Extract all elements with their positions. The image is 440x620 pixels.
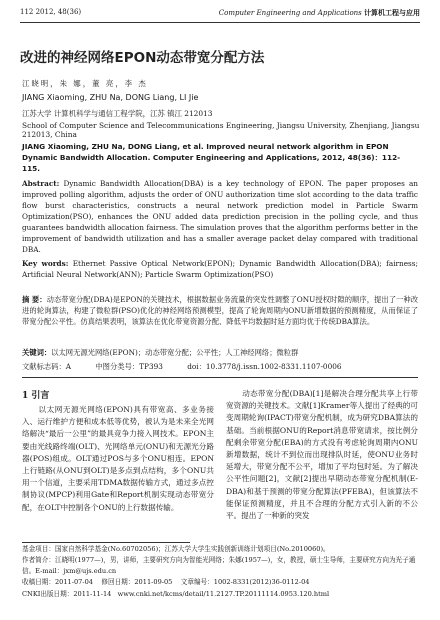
authors-en: JIANG Xiaoming, ZHU Na, DONG Liang, LI Jie xyxy=(22,93,199,102)
keywords-cn: 关键词：以太网无源光网络(EPON)；动态带宽分配；公平性；人工神经网络；微粒群 xyxy=(22,348,299,357)
footnote-bio: 作者简介：江晓明(1977—)，男，讲师，主要研究方向为智能光网络；朱娜(1957—)，女，教授，硕士生导师，主要研究方向为光子通信。E-mail：jxm@ujs.edu.cn xyxy=(22,556,416,575)
citation: JIANG Xiaoming, ZHU Na, DONG Liang, et al. Improved neural network algorithm in EPON Dynamic Bandwidth Allocation. Computer Engineering and Applications, 2012, 48(36)：112-115. xyxy=(22,142,401,173)
footnote-fund: 基金项目：国家自然科学基金(No.60702056)；江苏大学大学生实践创新训练计划项目(No.2010060)。 xyxy=(22,545,330,553)
body-column-left: 以太网无源光网络(EPON)具有带宽高、多业务接入、运行维护方便和成本低等优势，被认为是未来全光网络解决“最后一公里”的最具竞争力接入网技术。EPON主要由光线路终端(OLT)、光网络单元(ONU)和无源光分路器(POS)组成。OLT通过POS与多个ONU相连。EPON上行链路(从ONU到OLT)是多点到点结构，多个ONU共用一个信道，主要采用TDMA数据传输方式，通过多点控制协议(MPCP)利用Gate和Report机制实现动态带宽分配，在OLT中控制各个ONU的上行数据传输。 xyxy=(22,405,214,512)
abstract-rule xyxy=(22,377,418,378)
affiliation-cn: 江苏大学 计算机科学与通信工程学院，江苏 镇江 212013 xyxy=(22,109,213,118)
abstract-cn: 摘 要：动态带宽分配(DBA)是EPON的关键技术，根据数据业务流量的突发性调整了ONU授权时隙的顺序，提出了一种改进的轮询算法，构建了微粒群(PSO)优化的神经网络预测模型，提高了轮询周期内ONU新增数据的预测精度，从而保证了带宽分配公平性。仿真结果表明，该算法在优化带宽资源分配、降低平均数据时延方面均优于传统DBA算法。 xyxy=(22,295,419,326)
page-title: 改进的神经网络EPON动态带宽分配方法 xyxy=(20,50,265,66)
keywords-en: Key words: Ethernet Passive Optical Network(EPON); Dynamic Bandwidth Allocation(DBA); fairness; Artificial Neural Network(ANN); Particle Swarm Optimization(PSO) xyxy=(22,259,418,279)
journal-name: Computer Engineering and Applications 计算机工程与应用 xyxy=(218,8,420,17)
running-header xyxy=(20,6,420,20)
abstract-en: Abstract: Dynamic Bandwidth Allocation(DBA) is a key technology of EPON. The paper proposes an improved polling algorithm, adjusts the order of ONU authorization time slot according to the data traffic flow burst characteristics, constructs a neural network prediction model in Particle Swarm Optimization(PSO), enhances the ONU added data prediction precision in the polling cycle, and thus guarantees bandwidth allocation fairness. The simulation proves that the algorithm performs better in the improvement of bandwidth utilization and has a smaller average packet delay compared with traditional DBA. xyxy=(22,179,418,254)
doi: doi：10.3778/j.issn.1002-8331.1107-0006 xyxy=(187,362,342,371)
footnote-cnki: CNKI出版日期：2011-11-14 www.cnki.net/kcms/detail/11.2127.TP.20111114.0953.120.html xyxy=(22,590,330,598)
page-info: 112 2012, 48(36) xyxy=(20,8,82,16)
section-heading: 1 引言 xyxy=(22,391,50,401)
clc-number: 中图分类号：TP393 xyxy=(95,362,163,371)
affiliation-en: School of Computer Science and Telecommunications Engineering, Jiangsu University, Zhenjiang, Jiangsu 212013, China xyxy=(22,121,420,139)
body-column-right: 动态带宽分配(DBA)[1]是解决合理分配共享上行带宽资源的关键技术。文献[1]Kramer等人提出了经典的可变周期轮询(IPACT)带宽分配机制，成为研究DBA算法的基础。当前根据ONU的Report消息带宽请求，按比例分配剩余带宽分配(EBA)的方式没有考虑轮询周期内ONU新增数据，统计不到位而出现排队时延，使ONU业务时延增大，带宽分配不公平，增加了平均包时延。为了解决公平性问题[2]，文献[2]提出早期动态带宽分配机制(E-DBA)和基于预测的带宽分配算法(PFEBA)，但该算法不能保证预测精度，并且不合理的分配方式引入新的不公平。提出了一种新的突发 xyxy=(226,389,418,521)
footnote-rule xyxy=(22,542,190,543)
cnki-url[interactable]: www.cnki.net/kcms/detail/11.2127.TP.20111114.0953.120.html xyxy=(117,590,330,598)
doc-code: 文献标志码：A xyxy=(22,362,72,371)
authors-cn: 江晓明，朱 娜，董 亮，李 杰 xyxy=(22,79,148,88)
article-meta xyxy=(22,362,418,372)
footnote-dates: 收稿日期：2011-07-04 修回日期：2011-09-05 文章编号：1002-8331(2012)36-0112-04 xyxy=(22,578,310,586)
header-rule xyxy=(20,22,420,23)
